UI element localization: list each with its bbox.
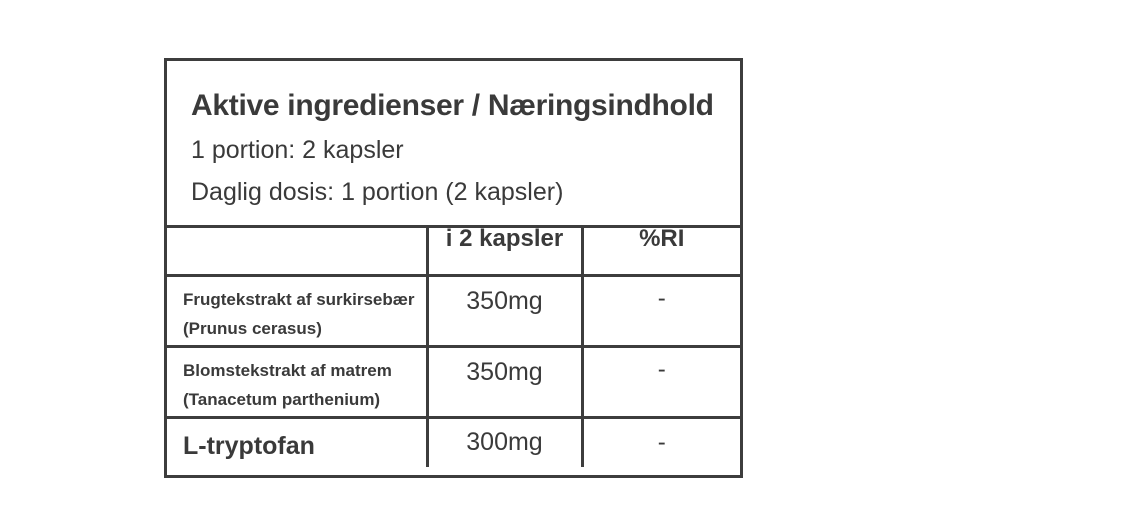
ingredient-ri: -: [582, 346, 740, 417]
column-header-ri: %RI: [582, 225, 740, 275]
ingredient-ri: -: [582, 417, 740, 467]
column-header-amount: i 2 kapsler: [427, 225, 582, 275]
ingredient-ri: -: [582, 275, 740, 346]
panel-title: Aktive ingredienser / Næringsindhold: [191, 89, 714, 122]
table-header-row: [167, 225, 740, 275]
ingredient-name-line: Blomstekstrakt af matrem: [183, 360, 392, 380]
table-row: [167, 275, 740, 346]
table-row: [167, 346, 740, 417]
ingredient-amount: 350mg: [427, 346, 582, 417]
table-row: [167, 417, 740, 467]
panel-header: [167, 61, 740, 228]
ingredient-name: [167, 275, 427, 346]
ingredient-latin-name: (Prunus cerasus): [183, 318, 322, 338]
ingredient-name: [167, 346, 427, 417]
ingredient-amount: 350mg: [427, 275, 582, 346]
nutrition-table: [167, 225, 740, 467]
daily-dose: Daglig dosis: 1 portion (2 kapsler): [191, 178, 564, 206]
ingredient-amount: 300mg: [427, 417, 582, 467]
ingredient-latin-name: (Tanacetum parthenium): [183, 389, 381, 409]
column-header-ingredient: [167, 225, 427, 275]
serving-size: 1 portion: 2 kapsler: [191, 136, 404, 164]
ingredient-name-line: Frugtekstrakt af surkirsebær: [183, 289, 415, 309]
nutrition-panel: [164, 58, 743, 478]
ingredient-name: L-tryptofan: [167, 417, 427, 467]
